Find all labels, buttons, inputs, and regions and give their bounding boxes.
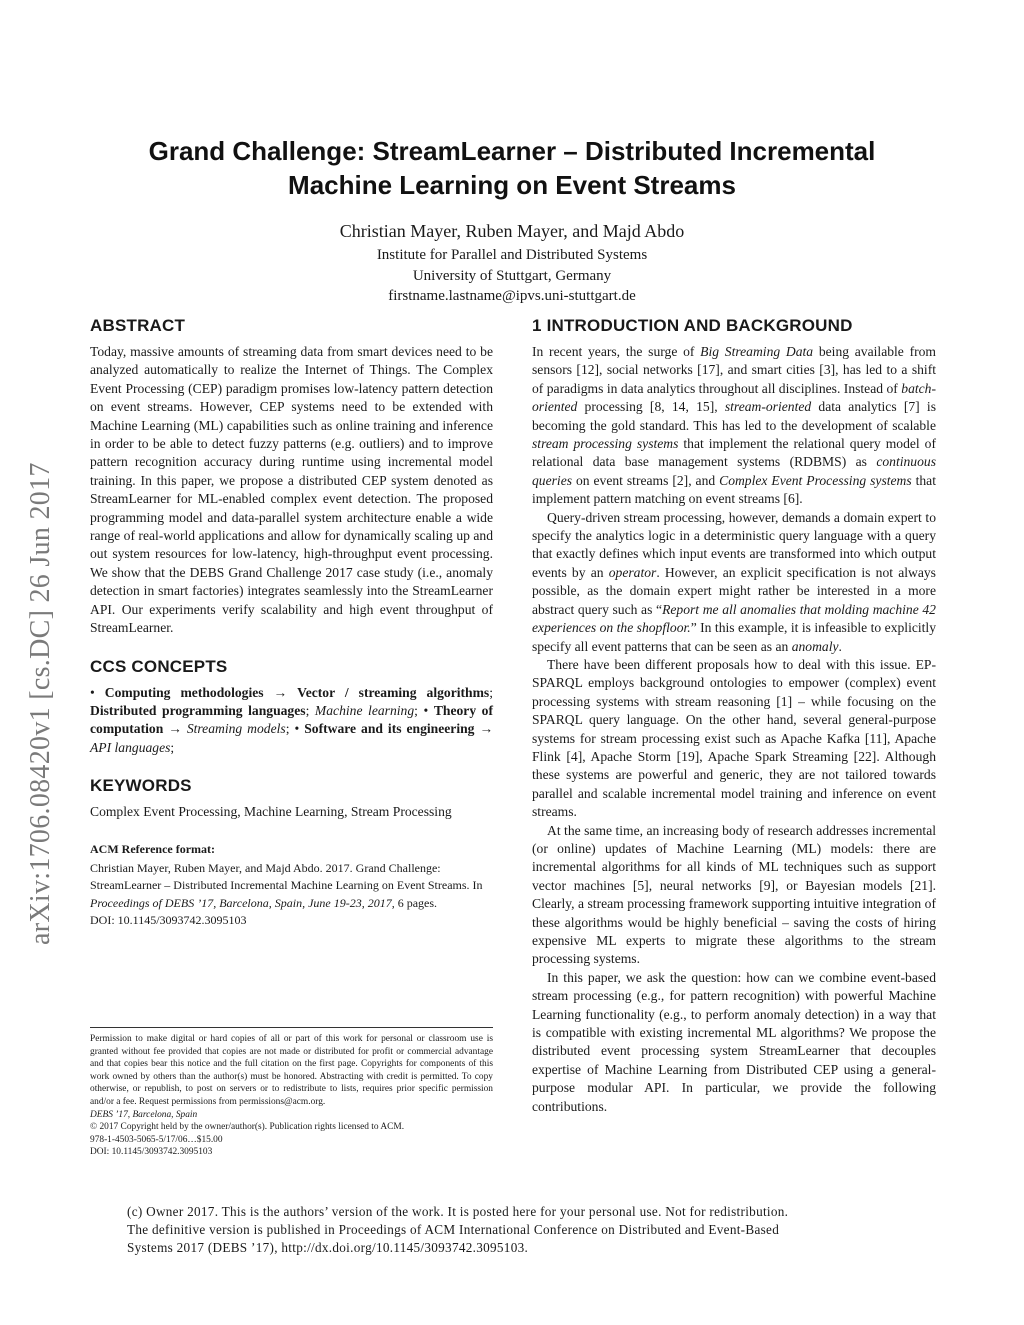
ccs-concept-2: Theory of computation [90, 702, 494, 737]
abstract-text: Today, massive amounts of streaming data from smart devices need to be analyzed automatically to realize the Internet of Things. The Complex Event Processing (CEP) paradigm promises low-latency pattern detection on event streams. However, CEP systems need to be extended with Machine Learning (ML) capabilities such as online training and inference in order to be able to detect fuzzy patterns (e.g. outliers) and to improve pattern recognition accuracy during runtime using incremental model training. In this paper, we propose a distributed CEP system denoted as StreamLearner for ML-enabled complex event detection. The proposed programming model and data-parallel system architecture enable a wide range of real-world applications and allow for dynamically scaling up and out system resources for low-latency, high-throughput event processing. We show that the DEBS Grand Challenge 2017 case study (i.e., anomaly detection in smart factories) integrates seamlessly into the StreamLearner API. Our experiments verify scalability and high event throughput of StreamLearner. [90, 344, 493, 636]
ccs-concept-2-sub: Streaming models [186, 721, 286, 737]
acm-reference-pages: 6 pages. [394, 895, 438, 910]
intro-paragraph-1: In recent years, the surge of Big Streaming Data being available from sensors [12], social networks [17], and smart cities [3], has led to a shift of paradigms in data analytics throughout all disciplines. Instead of batch-oriented processing [8, 14, 15], stream-oriented data analytics [7] is becoming the gold standard. This has led to the development of scalable stream processing systems that implement the relational query model of relational data base management systems (RDBMS) as continuous queries on event streams [2], and Complex Event Processing systems that implement pattern matching on event streams [6]. [532, 344, 937, 507]
ccs-separator: ; [305, 702, 310, 718]
ccs-concepts-section [90, 656, 493, 758]
ccs-concept-1-sub2: Distributed programming languages [90, 702, 306, 718]
ccs-arrow: → [479, 721, 494, 737]
title-line-2: Machine Learning on Event Streams [288, 170, 736, 200]
acm-reference-doi: DOI: 10.1145/3093742.3095103 [90, 913, 247, 928]
footer-line-2: The definitive version is published in Proceedings of ACM International Conference on Distributed and Event-Based [127, 1222, 780, 1238]
ccs-concept-3-sub: API languages [90, 739, 171, 755]
acm-reference-proceedings: Proceedings of DEBS ’17, Barcelona, Spain, June 19-23, 2017, [90, 895, 395, 910]
ccs-arrow: → [273, 684, 288, 700]
affiliation-email: firstname.lastname@ipvs.uni-stuttgart.de [388, 288, 636, 304]
footer-line-3: Systems 2017 (DEBS ’17), http://dx.doi.org/10.1145/3093742.3095103. [127, 1240, 529, 1256]
copyright-footer-note [127, 1203, 907, 1258]
keywords-section [90, 775, 493, 821]
permission-isbn: 978-1-4503-5065-5/17/06…$15.00 [90, 1134, 223, 1145]
ccs-text [90, 684, 493, 758]
affiliation-university: University of Stuttgart, Germany [412, 267, 612, 284]
ccs-concept-1-sub3: Machine learning [314, 702, 415, 718]
author-names: Christian Mayer, Ruben Mayer, and Majd Abdo [339, 221, 685, 241]
ccs-concept-1: Computing methodologies [104, 684, 264, 700]
footer-line-1: (c) Owner 2017. This is the authors’ version of the work. It is posted here for your personal use. Not for redistribution. [127, 1204, 789, 1219]
permission-doi: DOI: 10.1145/3093742.3095103 [90, 1147, 213, 1158]
permission-notice [90, 1027, 493, 1159]
keywords-text: Complex Event Processing, Machine Learning, Stream Processing [90, 804, 452, 820]
paper-title [100, 134, 924, 202]
ccs-bullet: • [423, 702, 429, 718]
ccs-concept-3: Software and its engineering [304, 721, 475, 737]
ccs-concept-1-sub: Vector / streaming algorithms [297, 684, 490, 700]
permission-text: Permission to make digital or hard copies of all or part of this work for personal or classroom use is granted without fee provided that copies are not made or distributed for profit or commercial advantage and that copies bear this notice and the full citation on the first page. Copyrights for components of this work owned by others than the author(s) must be honored. Abstracting with credit is permitted. To copy otherwise, or republish, to post on servers or to redistribute to lists, requires prior specific permission and/or a fee. Request permissions from permissions@acm.org. [90, 1034, 493, 1107]
ccs-separator: ; [285, 721, 290, 737]
acm-reference-section [90, 840, 493, 930]
ccs-bullet: • [90, 684, 95, 700]
title-line-1: Grand Challenge: StreamLearner – Distributed Incremental [148, 136, 876, 166]
abstract-section [90, 315, 493, 638]
intro-heading: 1 INTRODUCTION AND BACKGROUND [532, 316, 853, 335]
acm-reference-heading: ACM Reference format: [90, 841, 216, 856]
keywords-heading: KEYWORDS [90, 776, 192, 796]
acm-reference-text [90, 860, 493, 913]
ccs-bullet: • [294, 721, 300, 737]
ccs-separator: ; [414, 702, 418, 718]
acm-reference-citation: Christian Mayer, Ruben Mayer, and Majd Abdo. 2017. Grand Challenge: StreamLearner – Distributed Incremental Machine Learning on Event Streams. In [90, 860, 483, 893]
intro-paragraph-2: Query-driven stream processing, however, demands a domain expert to specify the analytics logic in a deterministic query language with a query that exactly defines which input events are transformed into which output events by an operator. However, an explicit specification is not always possible, as the domain expert might rather be interested in a more abstract query such as “Report me all anomalies that molding machine 42 experiences on the shopfloor.” In this example, it is infeasible to explicitly specify all event patterns that can be seen as an anomaly. [532, 509, 937, 654]
permission-venue: DEBS ’17, Barcelona, Spain [90, 1109, 198, 1120]
abstract-heading: ABSTRACT [90, 316, 186, 335]
affiliation-institute: Institute for Parallel and Distributed Systems [376, 247, 648, 263]
intro-paragraph-3: There have been different proposals how to deal with this issue. EP-SPARQL employs background ontologies to empower (complex) event processing systems with stream reasoning [1] – while focusing on the SPARQL query language. On the other hand, several general-purpose systems for stream processing exist such as Apache Kafka [11], Apache Flink [4], Apache Storm [19], Apache Spark Streaming [22]. Although these systems are powerful and generic, they are not tailored towards parallel and scalable incremental model training and inference on event streams. [532, 656, 936, 820]
author-block [250, 219, 774, 307]
right-column [532, 315, 936, 1116]
ccs-heading: CCS CONCEPTS [90, 656, 228, 676]
ccs-arrow: → [168, 721, 182, 737]
intro-paragraph-5: In this paper, we ask the question: how can we combine event-based stream processing (e.g., for pattern recognition) with powerful Machine Learning functionality (e.g., to perform anomaly detection) in a way that is compatible with existing incremental ML algorithms? We propose the distributed event processing system StreamLearner that decouples expertise of Machine Learning from Distributed CEP using a general-purpose modular API. In particular, we provide the following contributions. [532, 969, 936, 1114]
permission-copyright: © 2017 Copyright held by the owner/author(s). Publication rights licensed to ACM. [90, 1122, 405, 1133]
left-column [90, 315, 493, 930]
arxiv-identifier-stamp: arXiv:1706.08420v1 [cs.DC] 26 Jun 2017 [25, 462, 56, 945]
ccs-separator: ; [170, 739, 175, 755]
intro-paragraph-4: At the same time, an increasing body of research addresses incremental (or online) updates of Machine Learning (ML) models: there are incremental algorithms for all kinds of ML techniques such as support vector machines [5], neural networks [9], or Bayesian models [21]. Clearly, a stream processing framework supporting intuitive integration of these algorithms would be highly beneficial – saving the costs of hiring expensive ML experts to migrate these algorithms to the stream processing systems. [532, 822, 936, 967]
ccs-separator: ; [489, 684, 493, 700]
